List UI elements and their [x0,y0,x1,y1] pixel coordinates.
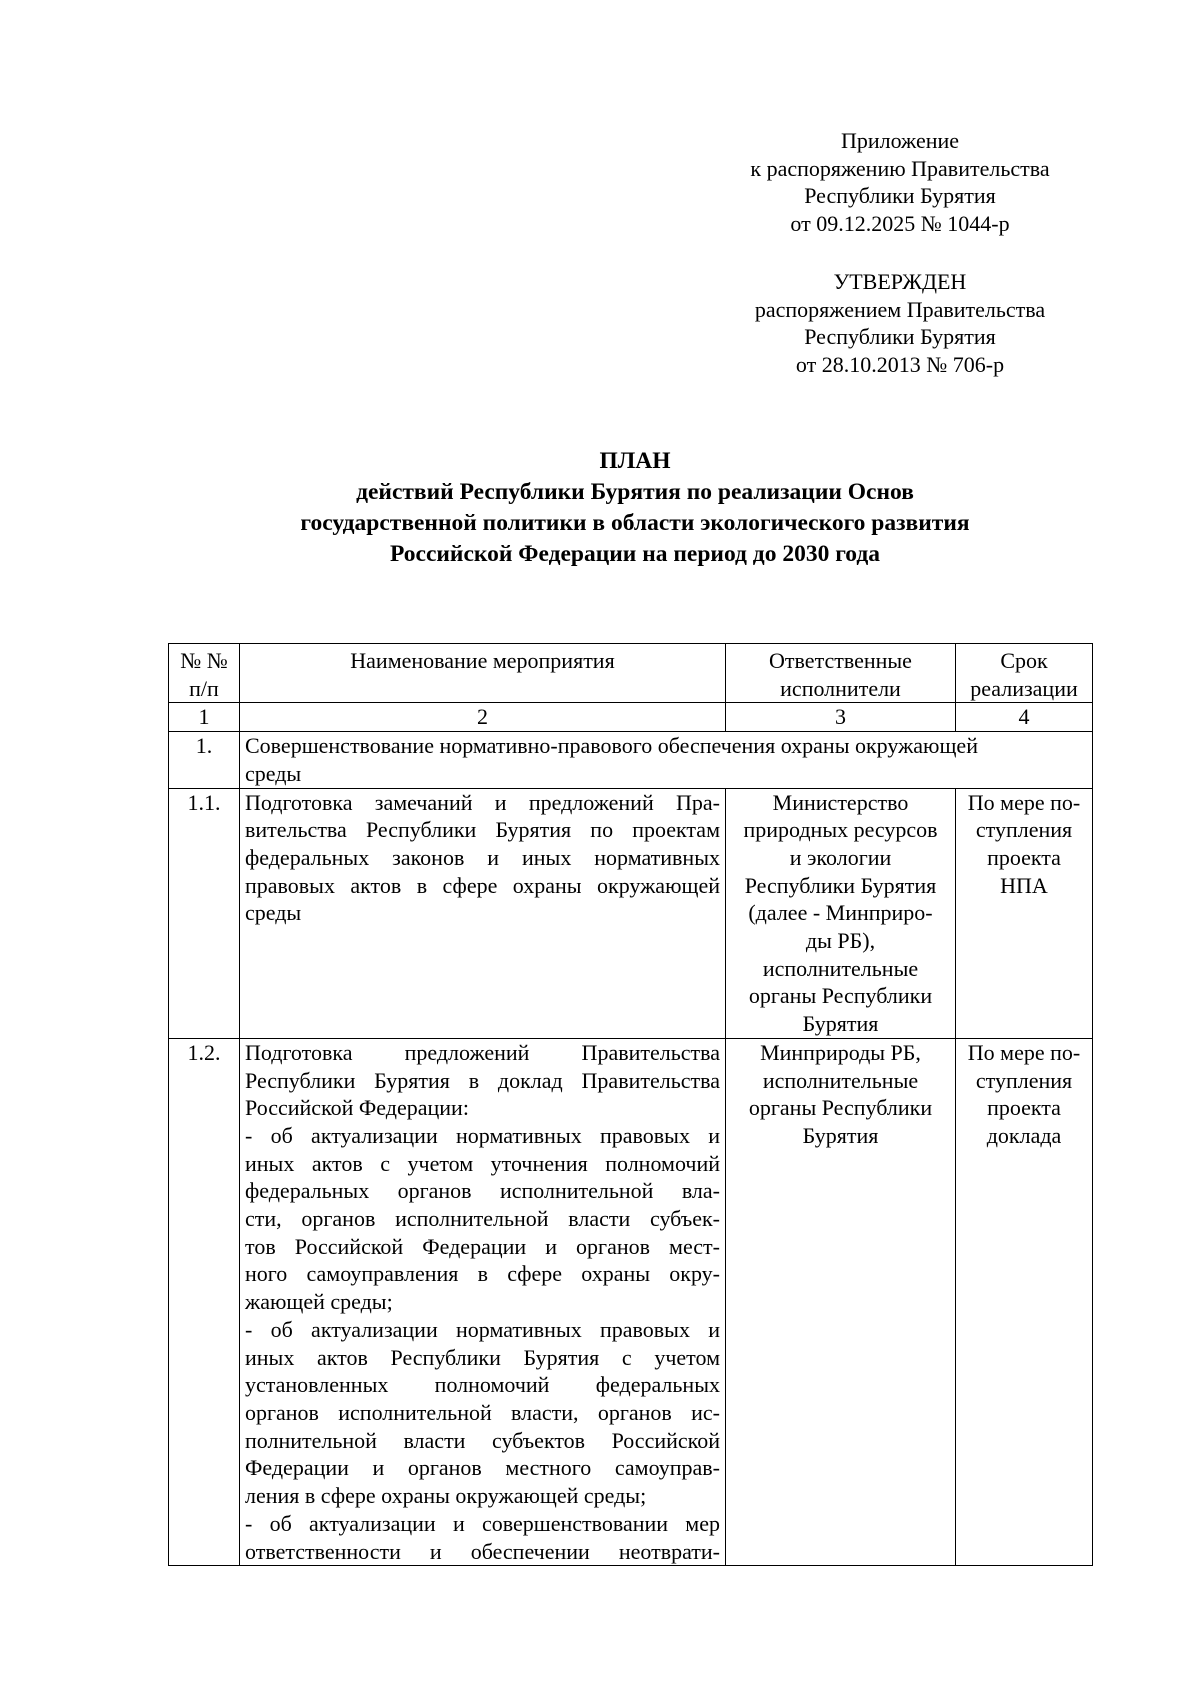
activity-line: федеральных органов исполнительной вла- [245,1178,720,1204]
activity-line: Подготовка предложений Правительства [245,1039,720,1065]
term-cell [956,788,1093,1038]
section-row [169,732,1093,788]
term-cell [956,1038,1093,1565]
responsible-line: Республики Бурятия [744,872,937,898]
activity-line: Республики Бурятия в доклад Правительства [245,1067,720,1093]
activity-line: среды [245,900,302,926]
header-num-line: № № [180,648,228,673]
column-number: 4 [956,703,1093,732]
term-line: проекта [987,844,1061,870]
header-resp-line: исполнители [780,675,901,701]
activity-line: вительства Республики Бурятия по проектам [245,817,720,843]
activity-line: ного самоуправления в сфере охраны окру- [245,1261,720,1287]
term-line: ступления [975,1067,1073,1093]
section-title-line: Совершенствование нормативно-правового обеспечения охраны окружающей [245,733,978,759]
title-line: государственной политики в области экологического развития [300,510,970,536]
header-term [956,644,1093,703]
column-number: 2 [240,703,726,732]
responsible-line: Бурятия [802,1011,879,1037]
approval-line: от 28.10.2013 № 706-р [795,352,1005,378]
activity-line: ответственности и обеспечении неотврати- [245,1538,720,1564]
responsible-line: исполнительные [762,1067,919,1093]
activity-line: - об актуализации нормативных правовых и [245,1316,720,1342]
term-line: ступления [975,817,1073,843]
header-term-line: реализации [970,675,1078,701]
table-row [169,1038,1093,1565]
title-line: ПЛАН [599,448,671,474]
activity-line: органов исполнительной власти, органов ис- [245,1399,720,1425]
approval-line: распоряжением Правительства [754,296,1046,322]
column-number: 3 [726,703,956,732]
title-line: действий Республики Бурятия по реализации Основ [356,479,914,505]
annex-line: Приложение [840,128,960,153]
responsible-line: органы Республики [748,983,933,1009]
responsible-line: и экологии [789,844,892,870]
table-row [169,788,1093,1038]
approval-line: УТВЕРЖДЕН [833,269,967,294]
header-resp-line: Ответственные [769,648,912,673]
term-line: По мере по- [967,789,1081,815]
responsible-line: (далее - Минприро- [748,900,933,926]
term-line: НПА [1000,872,1048,898]
responsible-line: Минприроды РБ, [760,1039,921,1065]
activity-line: полнительной власти субъектов Российской [245,1427,720,1453]
header-num [169,644,240,703]
header-name [240,644,726,703]
responsible-line: Министерство [772,789,909,815]
section-number: 1. [169,732,240,788]
annex-line: Республики Бурятия [804,183,996,209]
activity-name-cell [240,1038,726,1565]
annex-line: от 09.12.2025 № 1044-р [790,211,1010,237]
activity-line: иных актов Республики Бурятия с учетом [245,1344,720,1370]
activity-line: - об актуализации нормативных правовых и [245,1122,720,1148]
responsible-line: ды РБ), [805,928,876,954]
activity-line: Российской Федерации: [245,1095,469,1121]
row-number: 1.2. [169,1038,240,1565]
responsible-line: органы Республики [748,1095,933,1121]
term-line: доклада [986,1122,1062,1148]
responsible-cell [726,1038,956,1565]
responsible-line: природных ресурсов [743,817,938,843]
activity-line: правовых актов в сфере охраны окружающей [245,872,720,898]
activity-name-cell [240,788,726,1038]
activity-line: установленных полномочий федеральных [245,1372,720,1398]
activity-line: федеральных законов и иных нормативных [245,844,720,870]
activity-line: Федерации и органов местного самоуправ- [245,1455,720,1481]
section-title [240,732,1093,788]
header-name-label: Наименование мероприятия [350,648,615,673]
column-number: 1 [169,703,240,732]
row-number: 1.1. [169,788,240,1038]
approval-stamp-block [720,268,1080,379]
annex-line: к распоряжению Правительства [750,155,1050,181]
document-title [170,446,1100,570]
activity-line: жающей среды; [245,1289,393,1315]
term-line: проекта [987,1095,1061,1121]
responsible-line: исполнительные [762,955,919,981]
plan-table [168,643,1093,1566]
activity-line: иных актов с учетом уточнения полномочий [245,1150,720,1176]
header-term-line: Срок [1000,648,1048,673]
title-line: Российской Федерации на период до 2030 года [390,541,880,567]
approval-line: Республики Бурятия [804,324,996,350]
header-responsible [726,644,956,703]
activity-line: сти, органов исполнительной власти субъек- [245,1206,720,1232]
header-num-line: п/п [189,675,219,701]
responsible-cell [726,788,956,1038]
term-line: По мере по- [967,1039,1081,1065]
activity-line: - об актуализации и совершенствовании мер [245,1510,720,1536]
responsible-line: Бурятия [802,1122,879,1148]
activity-line: тов Российской Федерации и органов мест- [245,1233,720,1259]
column-number-row [169,703,1093,732]
section-title-line: среды [245,760,302,786]
activity-line: ления в сфере охраны окружающей среды; [245,1483,647,1509]
activity-line: Подготовка замечаний и предложений Пра- [245,789,720,815]
table-header-row [169,644,1093,703]
annex-block [720,127,1080,238]
